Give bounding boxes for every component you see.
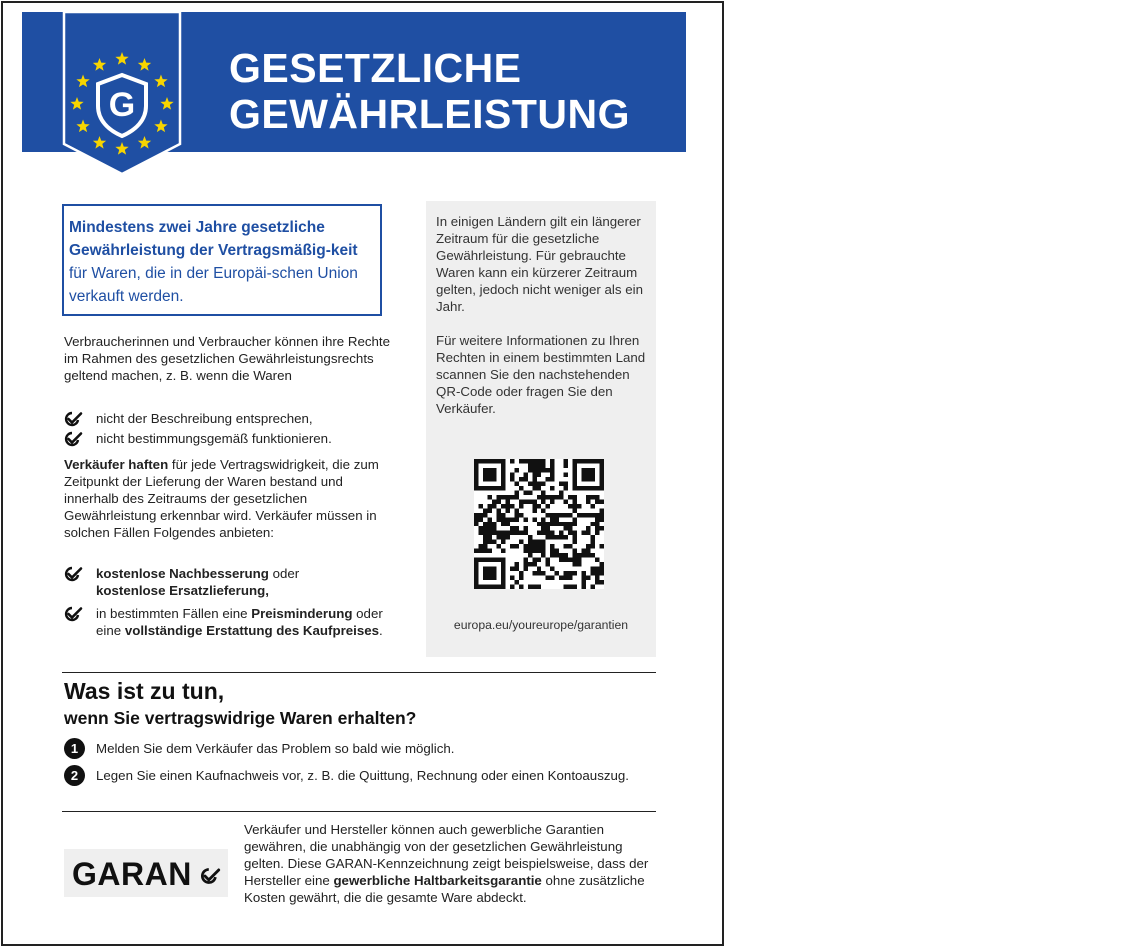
title-line-1: GESETZLICHE [229,45,522,91]
eu-shield-logo [62,12,182,176]
list-item: kostenlose Nachbesserung oder kostenlose Ersatzlieferung, [64,565,394,599]
sidebar-para-2: Für weitere Informationen zu Ihren Rechten in einem bestimmten Land scannen Sie den nachstehenden QR-Code oder fragen Sie den Verkäufer. [436,333,646,416]
check-icon [64,566,84,582]
garan-logo [64,849,228,897]
info-sidebar [426,201,656,657]
garan-description: Verkäufer und Hersteller können auch gewerbliche Garantien gewähren, die unabhängig von der gesetzlichen Gewährleistung gelten. Diese GARAN-Kennzeichnung zeigt beispielsweise, dass der Hersteller eine gewerbliche Haltbarkeitsgarantie ohne zusätzliche Kosten gewährt, die die gesamte Ware abdeckt. [244,822,649,905]
check-icon [64,411,84,427]
info-url[interactable]: europa.eu/youreurope/garantien [453,618,629,632]
list-item: 1 Melden Sie dem Verkäufer das Problem so bald wie möglich. [64,740,644,757]
check-icon [64,431,84,447]
liability-bold: Verkäufer haften [64,457,169,472]
divider [62,811,656,812]
sidebar-text [436,213,651,417]
shield-letter: G [108,86,136,124]
todo-heading: Was ist zu tun, [64,678,225,704]
check-icon [200,867,222,885]
check-icon [64,606,84,622]
list-item: nicht bestimmungsgemäß funktionieren. [64,430,394,447]
callout-box [62,204,382,316]
remedies-list [64,565,394,642]
qr-code[interactable] [474,459,604,589]
garan-bold: gewerbliche Haltbarkeitsgarantie [333,873,542,888]
rights-intro: Verbraucherinnen und Verbraucher können ihre Rechte im Rahmen des gesetzlichen Gewährleistungsrechts geltend machen, z. B. wenn die Waren [64,334,390,383]
todo-steps [64,740,644,794]
divider [62,672,656,673]
callout-bold: Mindestens zwei Jahre gesetzliche Gewährleistung der Vertragsmäßig-keit [69,219,358,259]
sidebar-para-1: In einigen Ländern gilt ein längerer Zeitraum für die gesetzliche Gewährleistung. Für gebrauchte Waren kann ein kürzerer Zeitraum gelten, jedoch nicht weniger als ein Jahr. [436,214,643,314]
page-title [229,45,630,137]
list-item: in bestimmten Fällen eine Preisminderung oder eine vollständige Erstattung des Kaufpreises. [64,605,394,639]
title-line-2: GEWÄHRLEISTUNG [229,91,631,137]
step-number-badge: 2 [64,765,85,786]
liability-text: Verkäufer haften für jede Vertragswidrigkeit, die zum Zeitpunkt der Lieferung der Waren bestand und innerhalb des Zeitraums der gesetzlichen Gewährleistung erkennbar wird. Verkäufer müssen in solchen Fällen Folgendes anbieten: [64,457,379,540]
step-number-badge: 1 [64,738,85,759]
callout-text: für Waren, die in der Europäi-schen Union verkauft werden. [69,265,358,305]
rights-list [64,410,394,450]
todo-subheading: wenn Sie vertragswidrige Waren erhalten? [64,708,417,728]
list-item: nicht der Beschreibung entsprechen, [64,410,394,427]
garan-wordmark: GARAN [72,856,192,892]
list-item: 2 Legen Sie einen Kaufnachweis vor, z. B. die Quittung, Rechnung oder einen Kontoauszug. [64,767,644,784]
